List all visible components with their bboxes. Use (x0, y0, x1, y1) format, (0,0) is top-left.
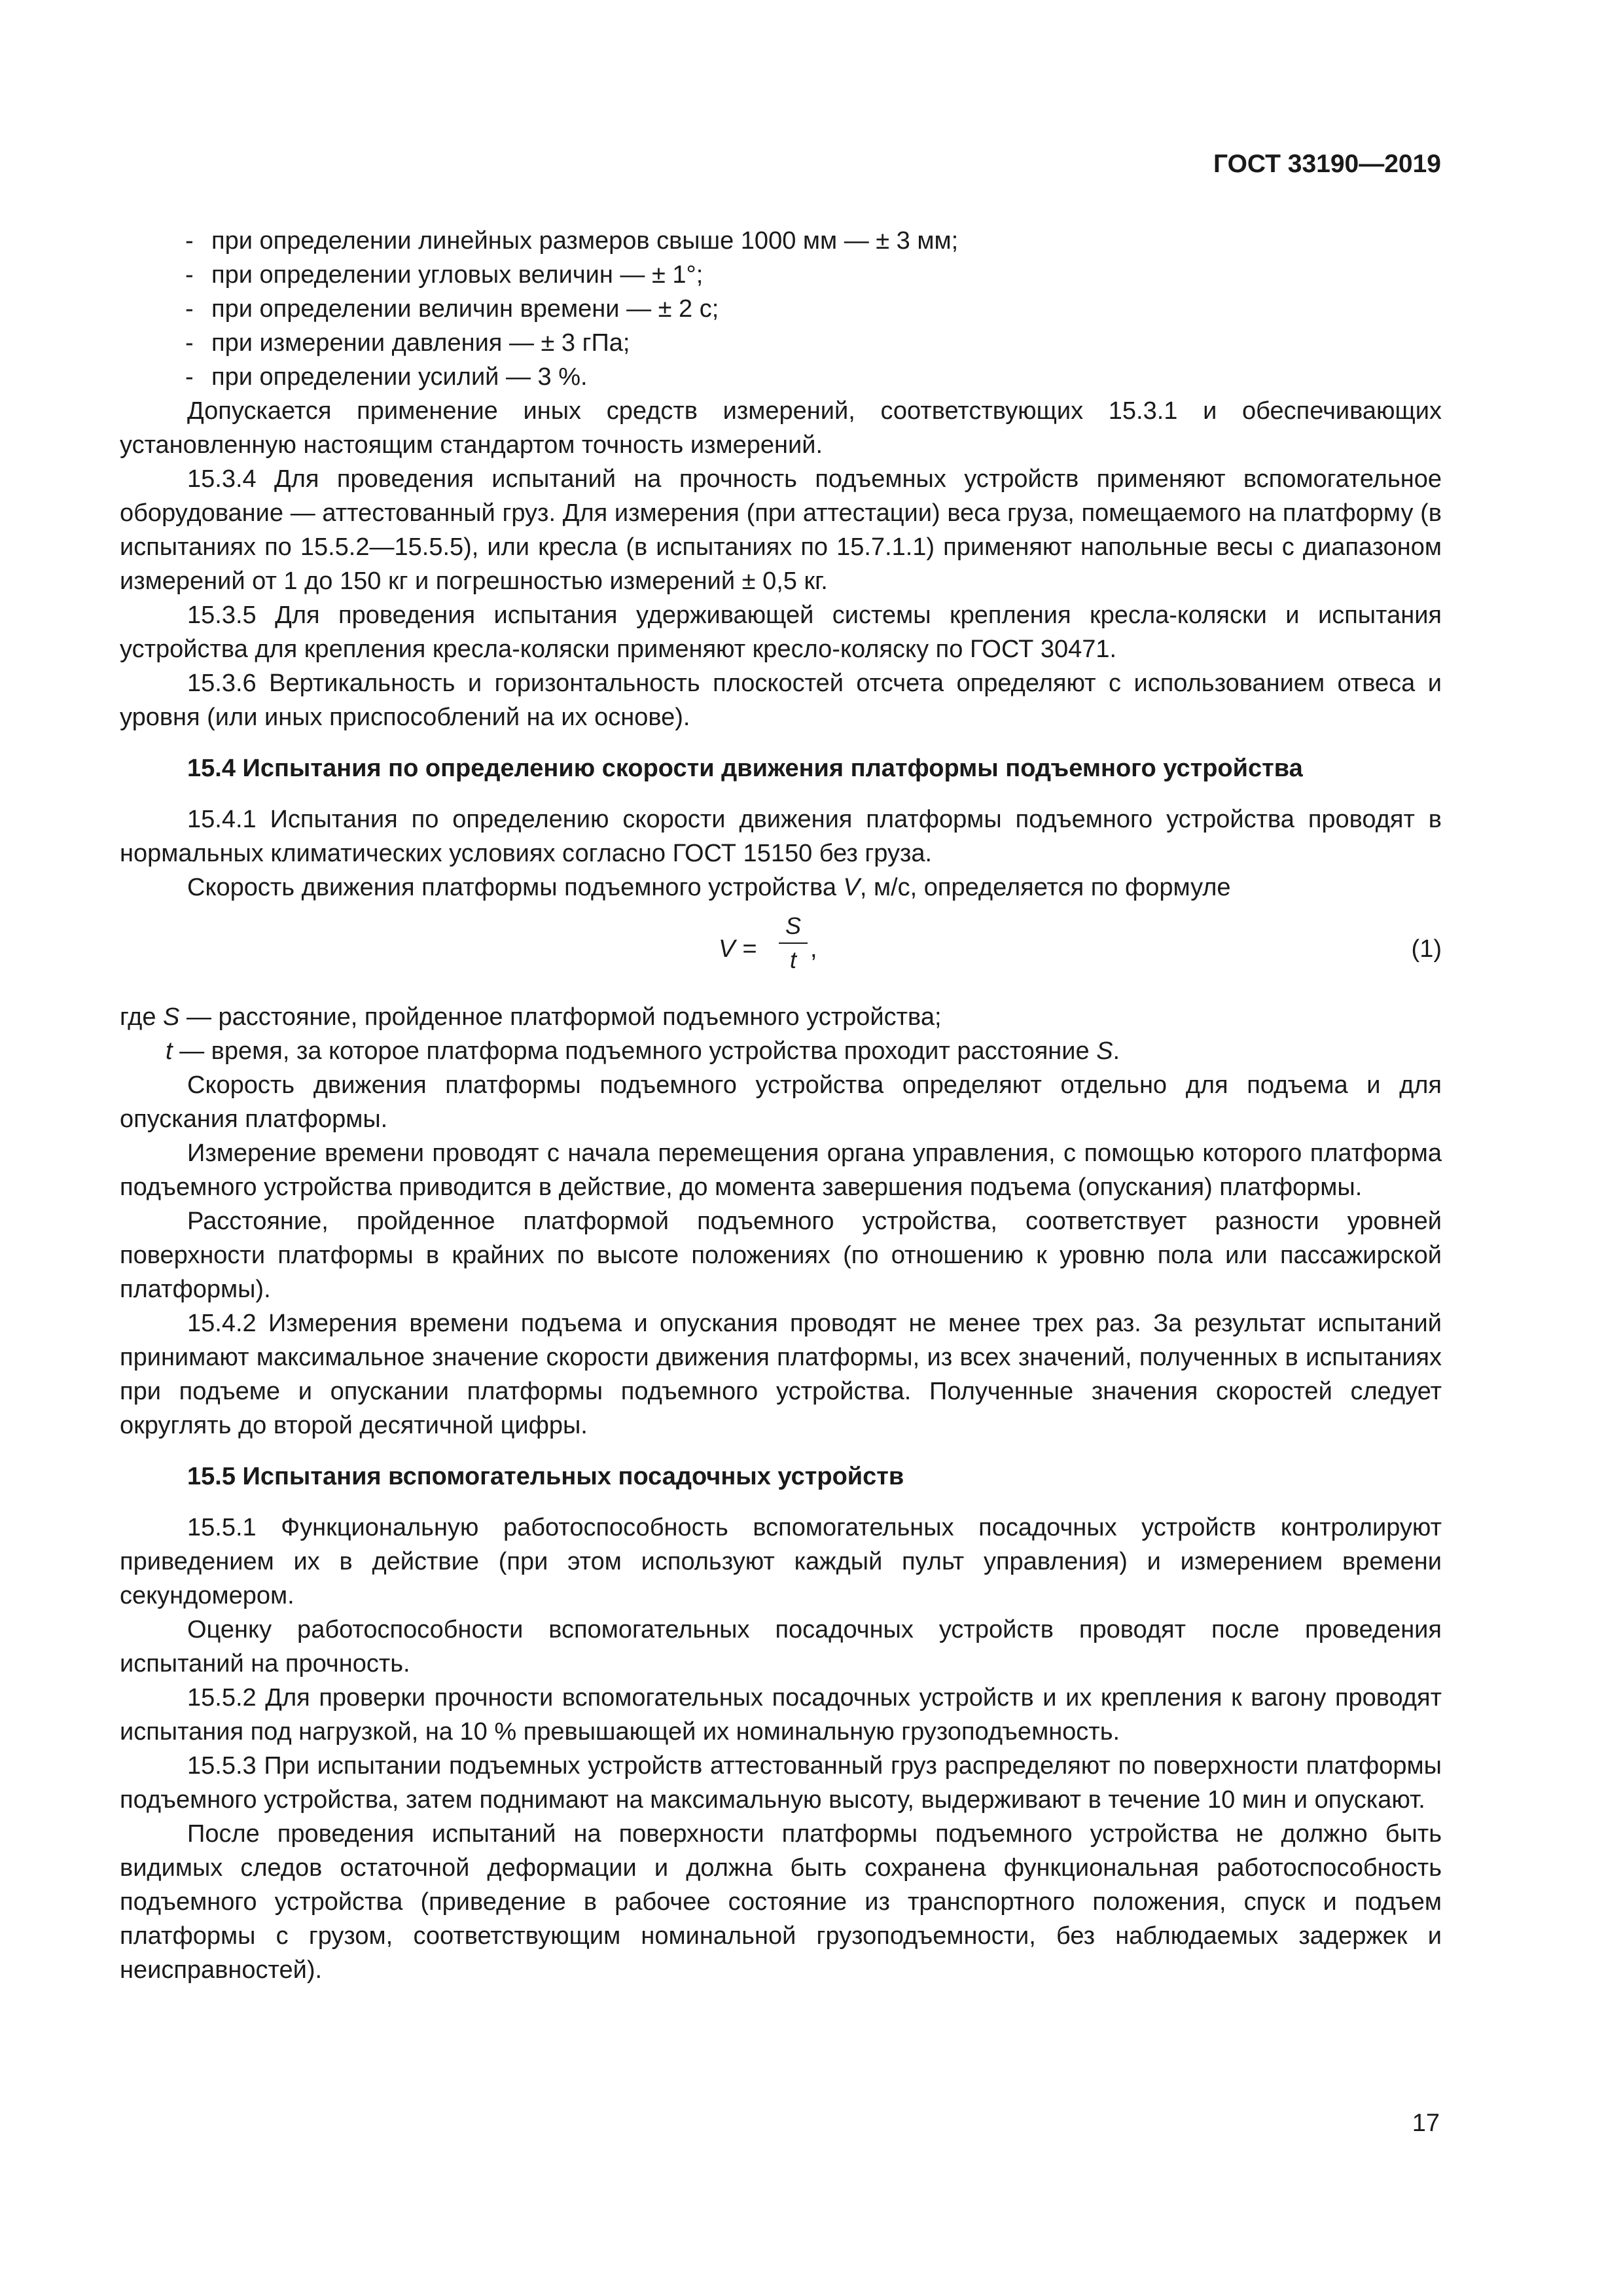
document-body (120, 224, 1442, 1987)
paragraph-speed-intro: Скорость движения платформы подъемного устройства V, м/с, определяется по формуле (187, 874, 1231, 901)
paragraph-time-measure: Измерение времени проводят с начала перемещения органа управления, с помощью которого платформа подъемного устройства приводится в действие, до момента завершения подъема (опускания) платформы. (120, 1139, 1442, 1201)
accuracy-list-item: - при измерении давления — ± 3 гПа; (185, 329, 630, 357)
paragraph-assessment: Оценку работоспособности вспомогательных посадочных устройств проводят после проведения испытаний на прочность. (120, 1616, 1442, 1677)
paragraph-15-3-5: 15.3.5 Для проведения испытания удерживающей системы крепления кресла-коляски и испытания устройства для крепления кресла-коляски применяют кресло-коляску по ГОСТ 30471. (120, 601, 1442, 663)
section-heading-15-4: 15.4 Испытания по определению скорости движения платформы подъемного устройства (187, 755, 1303, 782)
where-t-definition: t — время, за которое платформа подъемного устройства проходит расстояние S. (166, 1037, 1120, 1065)
accuracy-list-item: - при определении величин времени — ± 2 с; (185, 295, 719, 323)
paragraph-15-3-4: 15.3.4 Для проведения испытаний на прочность подъемных устройств применяют вспомогательное оборудование — аттестованный груз. Для измерения (при аттестации) веса груза, помещаемого на платформу (в испытаниях по 15.5.2—15.5.5), или кресла (в испытаниях по 15.7.1.1) применяют напольные весы с диапазоном измерений от 1 до 150 кг и погрешностью измерений ± 0,5 кг. (120, 465, 1442, 595)
paragraph-distance: Расстояние, пройденное платформой подъемного устройства, соответствует разности уровней поверхности платформы в крайних по высоте положениях (по отношению к уровню пола или пассажирской платформы). (120, 1208, 1442, 1303)
formula-comma: , (810, 935, 817, 963)
paragraph-15-5-3: 15.5.3 При испытании подъемных устройств аттестованный груз распределяют по поверхности платформы подъемного устройства, затем поднимают на максимальную высоту, выдерживают в течение 10 мин и опускают. (120, 1752, 1442, 1814)
section-heading-15-5: 15.5 Испытания вспомогательных посадочных устройств (187, 1463, 904, 1490)
accuracy-list-item: - при определении линейных размеров свыше 1000 мм — ± 3 мм; (185, 227, 959, 255)
formula-fraction (779, 911, 808, 975)
formula-number: (1) (1411, 935, 1442, 963)
accuracy-list-item: - при определении угловых величин — ± 1°; (185, 261, 704, 289)
formula-lhs: V = (719, 935, 757, 963)
paragraph-15-5-1: 15.5.1 Функциональную работоспособность вспомогательных посадочных устройств контролируют приведением их в действие (при этом используют каждый пульт управления) и измерением времени секундомером. (120, 1514, 1442, 1609)
paragraph-15-4-2: 15.4.2 Измерения времени подъема и опускания проводят не менее трех раз. За результат испытаний принимают максимальное значение скорости движения платформы, из всех значений, полученных в испытаниях при подъеме и опускании платформы подъемного устройства. Полученные значения скоростей следует округлять до второй десятичной цифры. (120, 1310, 1442, 1439)
formula-1 (120, 911, 1442, 996)
paragraph-15-5-2: 15.5.2 Для проверки прочности вспомогательных посадочных устройств и их крепления к вагону проводят испытания под нагрузкой, на 10 % превышающей их номинальную грузоподъемность. (120, 1684, 1442, 1746)
document-code-header: ГОСТ 33190—2019 (1213, 150, 1441, 178)
paragraph-15-4-1: 15.4.1 Испытания по определению скорости движения платформы подъемного устройства проводят в нормальных климатических условиях согласно ГОСТ 15150 без груза. (120, 806, 1442, 867)
fraction-bar (779, 942, 808, 944)
paragraph-after-tests: После проведения испытаний на поверхности платформы подъемного устройства не должно быть видимых следов остаточной деформации и должна быть сохранена функциональная работоспособность подъемного устройства (приведение в рабочее состояние из транспортного положения, спуск и подъем платформы с грузом, соответствующим номинальной грузоподъемности, без наблюдаемых задержек и неисправностей). (120, 1820, 1442, 1984)
paragraph-alt-instruments: Допускается применение иных средств измерений, соответствующих 15.3.1 и обеспечивающих установленную настоящим стандартом точность измерений. (120, 397, 1442, 459)
paragraph-15-3-6: 15.3.6 Вертикальность и горизонтальность плоскостей отсчета определяют с использованием отвеса и уровня (или иных приспособлений на их основе). (120, 670, 1442, 731)
accuracy-list-item: - при определении усилий — 3 %. (185, 363, 588, 391)
formula-denominator: t (789, 946, 796, 973)
formula-numerator: S (785, 912, 801, 939)
page-number: 17 (1412, 2109, 1440, 2137)
where-s-definition: где S — расстояние, пройденное платформой подъемного устройства; (120, 1003, 942, 1031)
paragraph-speed-separate: Скорость движения платформы подъемного устройства определяют отдельно для подъема и для опускания платформы. (120, 1071, 1442, 1133)
